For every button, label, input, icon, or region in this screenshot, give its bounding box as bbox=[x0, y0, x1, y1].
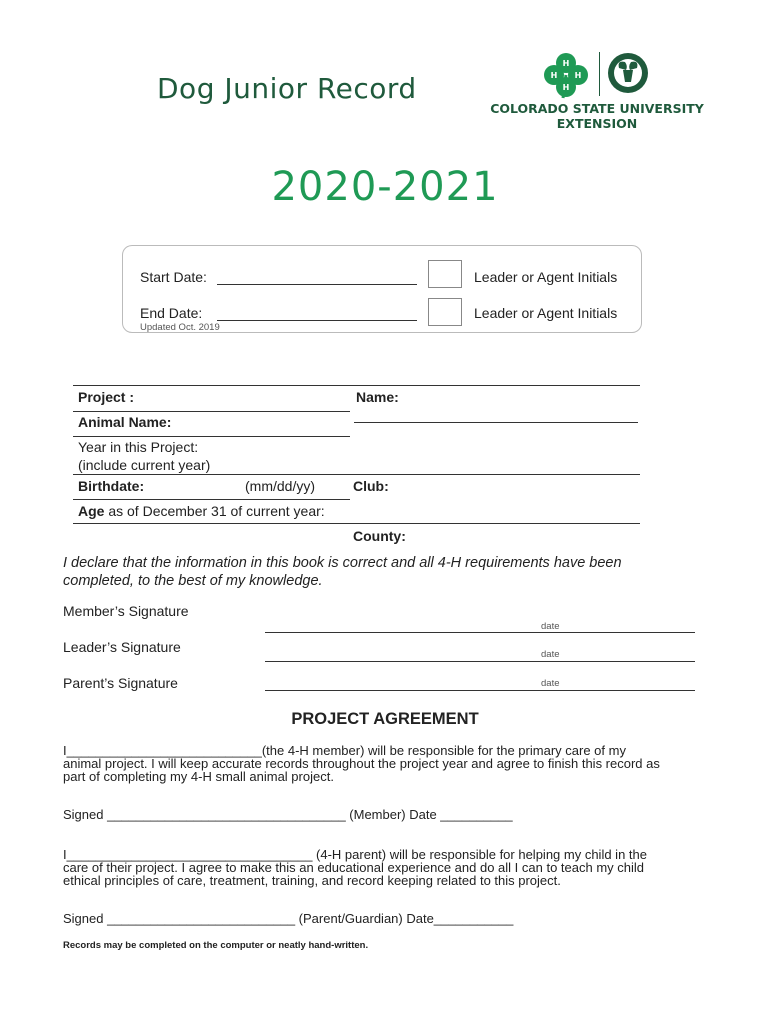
initials-box-end[interactable] bbox=[428, 298, 462, 326]
year-in-project-note: (include current year) bbox=[78, 457, 211, 473]
age-label-rest: as of December 31 of current year: bbox=[104, 503, 325, 519]
year-rule[interactable] bbox=[73, 474, 640, 475]
parent-agreement-line: I__________________________________ (4-H parent) will be responsible for helping my child in the bbox=[63, 847, 647, 862]
org-name-line1: COLORADO STATE UNIVERSITY bbox=[490, 101, 704, 116]
member-signature-date-label: date bbox=[541, 621, 560, 632]
member-signature-line[interactable] bbox=[265, 632, 695, 633]
county-label: County: bbox=[353, 528, 406, 544]
animal-name-rule[interactable] bbox=[73, 436, 350, 437]
leader-signature-line[interactable] bbox=[265, 661, 695, 662]
parent-agreement-line: care of their project. I agree to make this an educational experience and do all I can to teach my child bbox=[63, 860, 645, 875]
info-top-rule bbox=[73, 385, 640, 386]
initials-label-start: Leader or Agent Initials bbox=[474, 269, 618, 285]
leader-signature-date-label: date bbox=[541, 649, 560, 660]
initials-box-start[interactable] bbox=[428, 260, 462, 288]
parent-agreement-para bbox=[63, 848, 713, 887]
svg-text:H: H bbox=[550, 71, 558, 80]
end-date-field[interactable] bbox=[217, 320, 417, 321]
footer-note: Records may be completed on the computer or neatly hand-written. bbox=[63, 940, 369, 951]
parent-signature-line[interactable] bbox=[265, 690, 695, 691]
end-date-label: End Date: bbox=[140, 305, 203, 321]
club-label: Club: bbox=[353, 478, 389, 494]
org-name bbox=[490, 101, 704, 131]
parent-agreement-line: ethical principles of care, treatment, training, and record keeping related to this project. bbox=[63, 873, 561, 888]
birthdate-format: (mm/dd/yy) bbox=[245, 478, 315, 494]
name-label: Name: bbox=[356, 389, 399, 405]
project-rule[interactable] bbox=[73, 411, 350, 412]
logo-divider bbox=[599, 52, 600, 96]
initials-label-end: Leader or Agent Initials bbox=[474, 305, 618, 321]
agreement-title: PROJECT AGREEMENT bbox=[291, 710, 479, 728]
member-agreement-para bbox=[63, 744, 713, 783]
svg-text:H: H bbox=[562, 59, 570, 68]
birthdate-label: Birthdate: bbox=[78, 478, 145, 494]
member-agreement-line: animal project. I will keep accurate records throughout the project year and agree to finish this record as bbox=[63, 756, 660, 771]
age-label-bold: Age bbox=[78, 503, 105, 519]
member-agreement-line: I___________________________(the 4-H member) will be responsible for the primary care of my bbox=[63, 743, 626, 758]
record-title: Dog Junior Record bbox=[157, 72, 417, 105]
svg-text:H: H bbox=[574, 71, 582, 80]
updated-note: Updated Oct. 2019 bbox=[140, 322, 220, 333]
member-signature-label: Member’s Signature bbox=[63, 603, 189, 619]
animal-name-label: Animal Name: bbox=[78, 414, 172, 430]
ram-logo-icon bbox=[607, 52, 649, 94]
org-name-line2: EXTENSION bbox=[556, 116, 638, 131]
svg-text:H: H bbox=[562, 83, 570, 92]
project-label: Project : bbox=[78, 389, 135, 405]
age-rule[interactable] bbox=[73, 523, 640, 524]
year-in-project-label: Year in this Project: bbox=[78, 439, 199, 455]
birthdate-rule[interactable] bbox=[73, 499, 350, 500]
member-signed-line[interactable]: Signed _________________________________ (Member) Date __________ bbox=[63, 807, 513, 822]
member-agreement-line: part of completing my 4-H small animal project. bbox=[63, 769, 334, 784]
parent-signed-line[interactable]: Signed __________________________ (Parent/Guardian) Date___________ bbox=[63, 911, 514, 926]
start-date-field[interactable] bbox=[217, 284, 417, 285]
declaration-text: I declare that the information in this book is correct and all 4-H requirements have been completed, to the best of my knowledge. bbox=[63, 555, 622, 589]
record-years: 2020-2021 bbox=[271, 164, 499, 210]
parent-signature-date-label: date bbox=[541, 678, 560, 689]
clover-logo-icon bbox=[541, 50, 591, 100]
leader-signature-label: Leader’s Signature bbox=[63, 639, 181, 655]
parent-signature-label: Parent’s Signature bbox=[63, 675, 178, 691]
name-rule[interactable] bbox=[354, 422, 638, 423]
start-date-label: Start Date: bbox=[140, 269, 207, 285]
age-label bbox=[78, 503, 325, 519]
